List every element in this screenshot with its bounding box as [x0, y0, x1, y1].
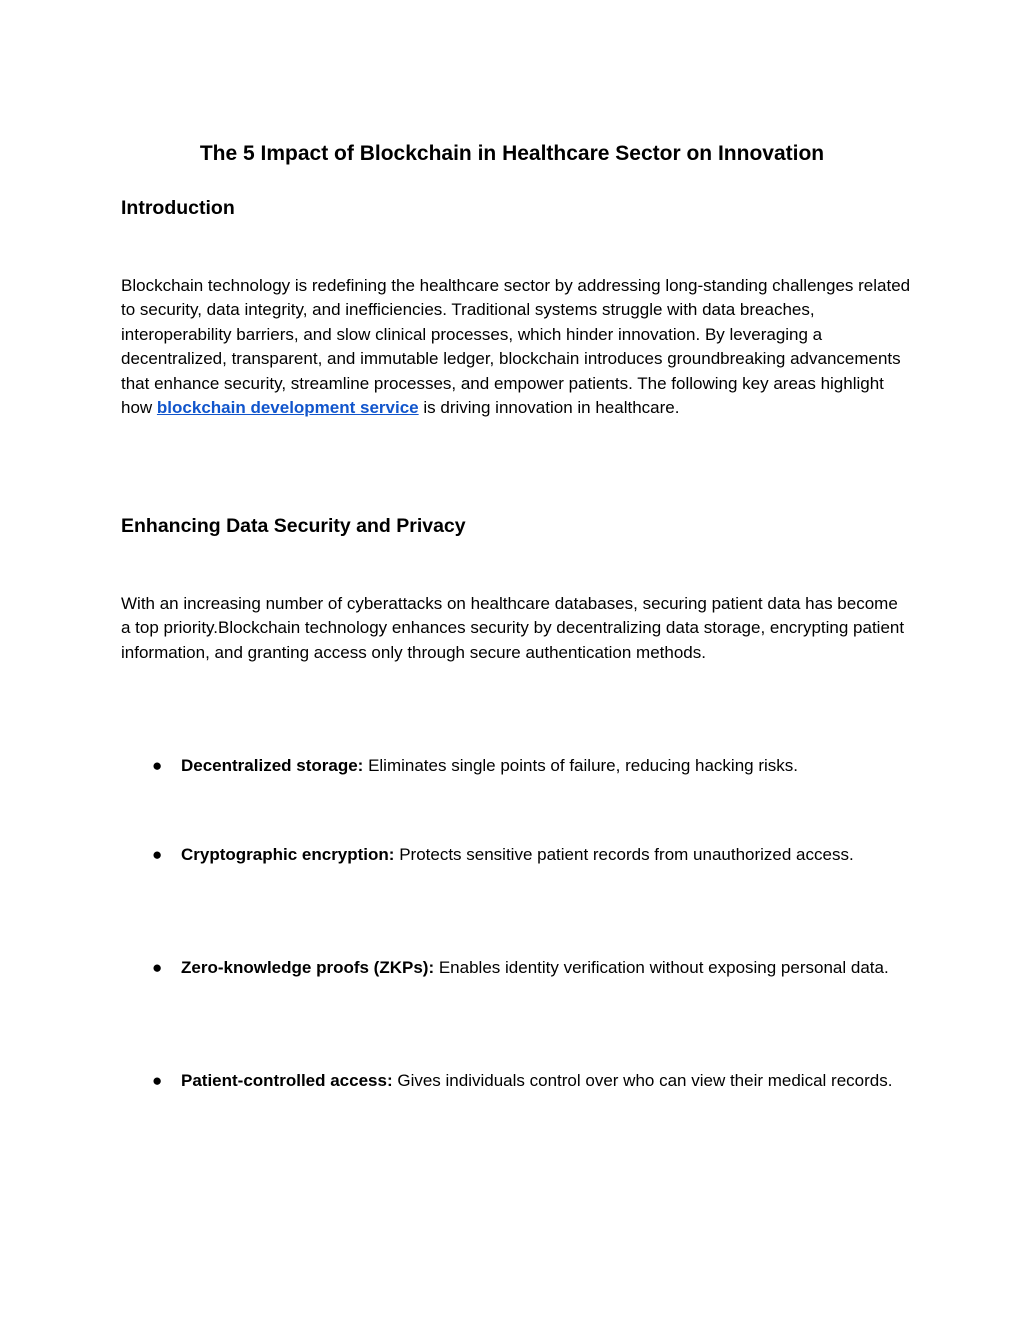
- intro-heading: Introduction: [121, 197, 235, 219]
- blockchain-development-service-link[interactable]: blockchain development service: [156, 398, 419, 418]
- bullet-icon: ●: [152, 1071, 163, 1090]
- intro-text-after-link: is driving innovation in healthcare.: [418, 398, 680, 418]
- list-item-text: [181, 956, 912, 980]
- list-item-description: Eliminates single points of failure, reducing hacking risks.: [363, 756, 798, 775]
- bullet-icon: ●: [152, 958, 163, 977]
- intro-text-before-link: Blockchain technology is redefining the healthcare sector by addressing long-standing challenges related to security, data integrity, and inefficiencies. Traditional systems struggle with data breaches, interoperability barriers, and slow clinical processes, which hinder innovation. By leveraging a decentralized, transparent, and immutable ledger, blockchain introduces groundbreaking advancements that enhance security, streamline processes, and empower patients. The following key areas highlight how: [121, 276, 911, 418]
- list-item-text: [181, 1069, 912, 1093]
- list-item-description: Protects sensitive patient records from unauthorized access.: [394, 845, 854, 864]
- list-item-term: Decentralized storage:: [181, 756, 364, 775]
- document-title: The 5 Impact of Blockchain in Healthcare Sector on Innovation: [199, 142, 825, 165]
- list-item-term: Cryptographic encryption:: [181, 845, 395, 864]
- list-item-term: Zero-knowledge proofs (ZKPs):: [181, 958, 435, 977]
- list-item-text: [181, 754, 912, 778]
- list-item: [152, 843, 912, 867]
- list-item-text: [181, 843, 912, 867]
- intro-paragraph: [121, 274, 911, 420]
- list-item: [152, 754, 912, 778]
- security-heading: Enhancing Data Security and Privacy: [121, 515, 466, 537]
- list-item-description: Gives individuals control over who can view their medical records.: [392, 1071, 893, 1090]
- list-item: [152, 956, 912, 980]
- list-item-term: Patient-controlled access:: [181, 1071, 393, 1090]
- bullet-icon: ●: [152, 845, 163, 864]
- security-paragraph: With an increasing number of cyberattacks on healthcare databases, securing patient data has become a top priority.Blockchain technology enhances security by decentralizing data storage, encrypting patient information, and granting access only through secure authentication methods.: [121, 594, 905, 662]
- list-item: [152, 1069, 912, 1093]
- bullet-icon: ●: [152, 756, 163, 775]
- list-item-description: Enables identity verification without exposing personal data.: [434, 958, 889, 977]
